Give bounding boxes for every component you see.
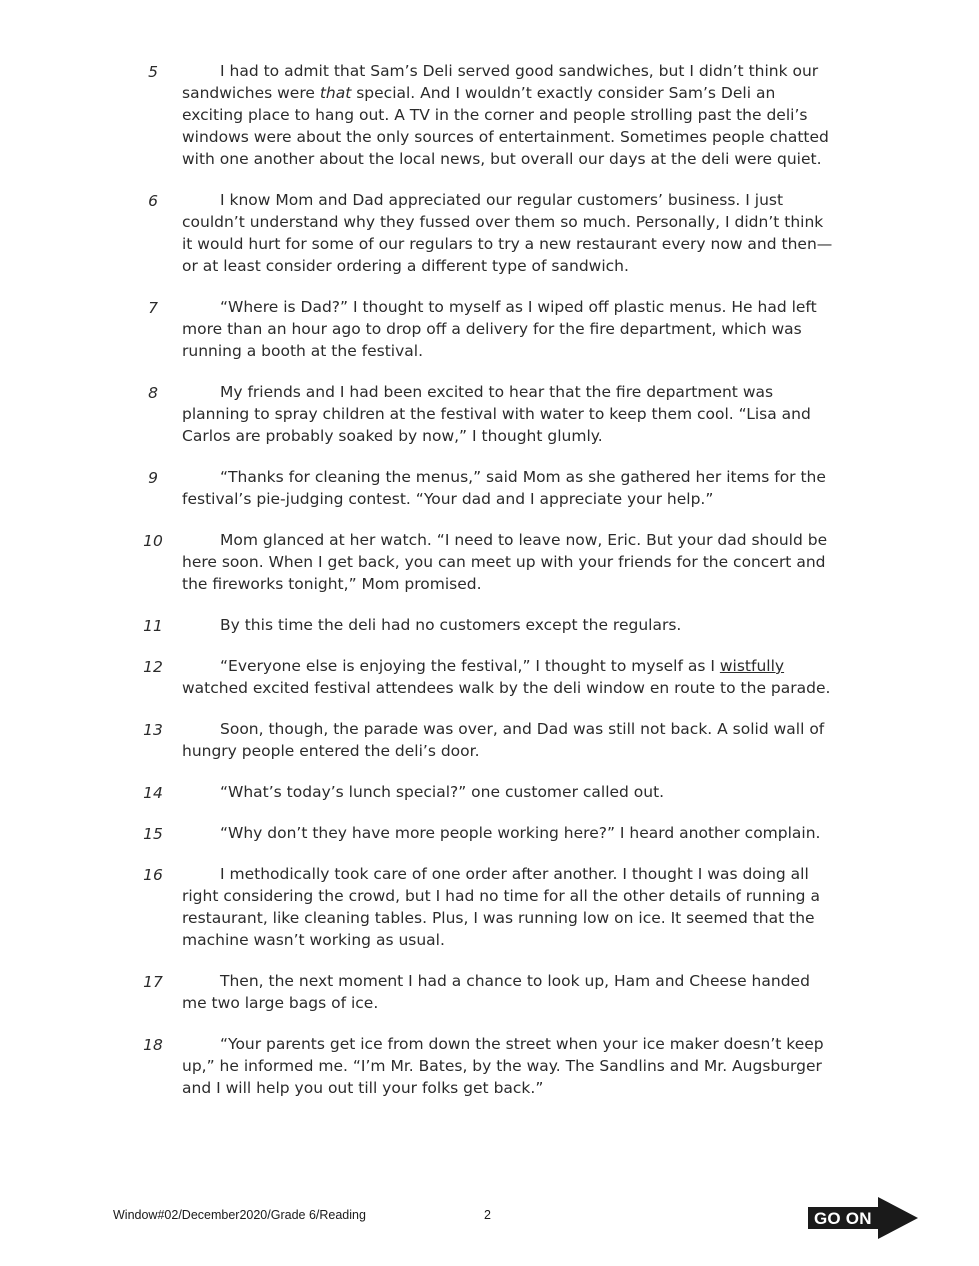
paragraph <box>0 781 979 803</box>
text-segment: I had to admit that Sam’s Deli served good sandwiches, but I didn’t think our sandwiches were <box>182 62 819 102</box>
paragraph-text <box>182 655 834 699</box>
paragraph-number: 13 <box>143 721 163 739</box>
paragraph-number: 8 <box>148 384 158 402</box>
paragraph <box>0 60 979 170</box>
paragraph <box>0 614 979 636</box>
go-on-button[interactable] <box>808 1197 920 1239</box>
paragraph-number: 18 <box>143 1036 163 1054</box>
paragraph-text <box>182 781 834 803</box>
paragraph-text <box>182 822 834 844</box>
paragraph-number: 5 <box>148 63 158 81</box>
paragraph-number: 16 <box>143 866 163 884</box>
paragraph-number: 10 <box>143 532 163 550</box>
paragraph-text <box>182 189 834 277</box>
text-segment: “Everyone else is enjoying the festival,” I thought to myself as I <box>220 657 720 675</box>
paragraph <box>0 529 979 595</box>
paragraph-text <box>182 614 834 636</box>
paragraph <box>0 655 979 699</box>
paragraph <box>0 466 979 510</box>
paragraph-number: 15 <box>143 825 163 843</box>
paragraph-text <box>182 296 834 362</box>
text-segment: Soon, though, the parade was over, and Dad was still not back. A solid wall of hungry people entered the deli’s door. <box>182 720 825 760</box>
page-number: 2 <box>484 1208 491 1222</box>
text-segment: I know Mom and Dad appreciated our regular customers’ business. I just couldn’t understand why they fussed over them so much. Personally, I didn’t think it would hurt for some of our regulars to try a new restaurant every now and then—or at least consider ordering a different type of sandwich. <box>182 191 833 275</box>
paragraph <box>0 296 979 362</box>
vocabulary-word: wistfully <box>719 657 785 675</box>
paragraph <box>0 1033 979 1099</box>
text-segment: special. And I wouldn’t exactly consider Sam’s Deli an exciting place to hang out. A TV in the corner and people strolling past the deli’s windows were about the only sources of entertainment. Sometimes people chatted with one another about the local news, but overall our days at the deli were quiet. <box>182 84 829 168</box>
paragraph-number: 14 <box>143 784 163 802</box>
paragraph-text <box>182 863 834 951</box>
text-segment: By this time the deli had no customers except the regulars. <box>220 616 682 634</box>
paragraph <box>0 189 979 277</box>
paragraph-text <box>182 1033 834 1099</box>
text-segment: I methodically took care of one order after another. I thought I was doing all right considering the crowd, but I had no time for all the other details of running a restaurant, like cleaning tables. Plus, I was running low on ice. It seemed that the machine wasn’t working as usual. <box>182 865 820 949</box>
paragraph <box>0 381 979 447</box>
paragraph-text <box>182 466 834 510</box>
text-segment: My friends and I had been excited to hear that the fire department was planning to spray children at the festival with water to keep them cool. “Lisa and Carlos are probably soaked by now,” I thought glumly. <box>182 383 811 445</box>
text-segment: watched excited festival attendees walk by the deli window en route to the parade. <box>182 679 831 697</box>
text-segment: Mom glanced at her watch. “I need to leave now, Eric. But your dad should be here soon. When I get back, you can meet up with your friends for the concert and the fireworks tonight,” Mom promised. <box>182 531 828 593</box>
passage <box>0 60 979 1118</box>
paragraph-text <box>182 381 834 447</box>
text-segment: “Why don’t they have more people working here?” I heard another complain. <box>220 824 821 842</box>
document-id: Window#02/December2020/Grade 6/Reading <box>113 1208 366 1222</box>
paragraph-text <box>182 718 834 762</box>
paragraph-number: 6 <box>148 192 158 210</box>
text-segment: “Your parents get ice from down the street when your ice maker doesn’t keep up,” he informed me. “I’m Mr. Bates, by the way. The Sandlins and Mr. Augsburger and I will help you out till your folks get back.” <box>182 1035 824 1097</box>
go-on-label: GO ON <box>814 1209 872 1228</box>
text-segment: Then, the next moment I had a chance to look up, Ham and Cheese handed me two large bags of ice. <box>182 972 810 1012</box>
text-segment: “Thanks for cleaning the menus,” said Mom as she gathered her items for the festival’s pie-judging contest. “Your dad and I appreciate your help.” <box>182 468 826 508</box>
paragraph-number: 9 <box>148 469 158 487</box>
text-segment: that <box>319 84 352 102</box>
paragraph-text <box>182 970 834 1014</box>
text-segment: “Where is Dad?” I thought to myself as I wiped off plastic menus. He had left more than an hour ago to drop off a delivery for the fire department, which was running a booth at the festival. <box>182 298 817 360</box>
paragraph-text <box>182 60 834 170</box>
paragraph <box>0 863 979 951</box>
paragraph <box>0 822 979 844</box>
paragraph-number: 11 <box>143 617 163 635</box>
paragraph-text <box>182 529 834 595</box>
paragraph-number: 17 <box>143 973 163 991</box>
paragraph-number: 12 <box>143 658 163 676</box>
paragraph <box>0 970 979 1014</box>
text-segment: “What’s today’s lunch special?” one customer called out. <box>220 783 665 801</box>
paragraph <box>0 718 979 762</box>
paragraph-number: 7 <box>148 299 158 317</box>
